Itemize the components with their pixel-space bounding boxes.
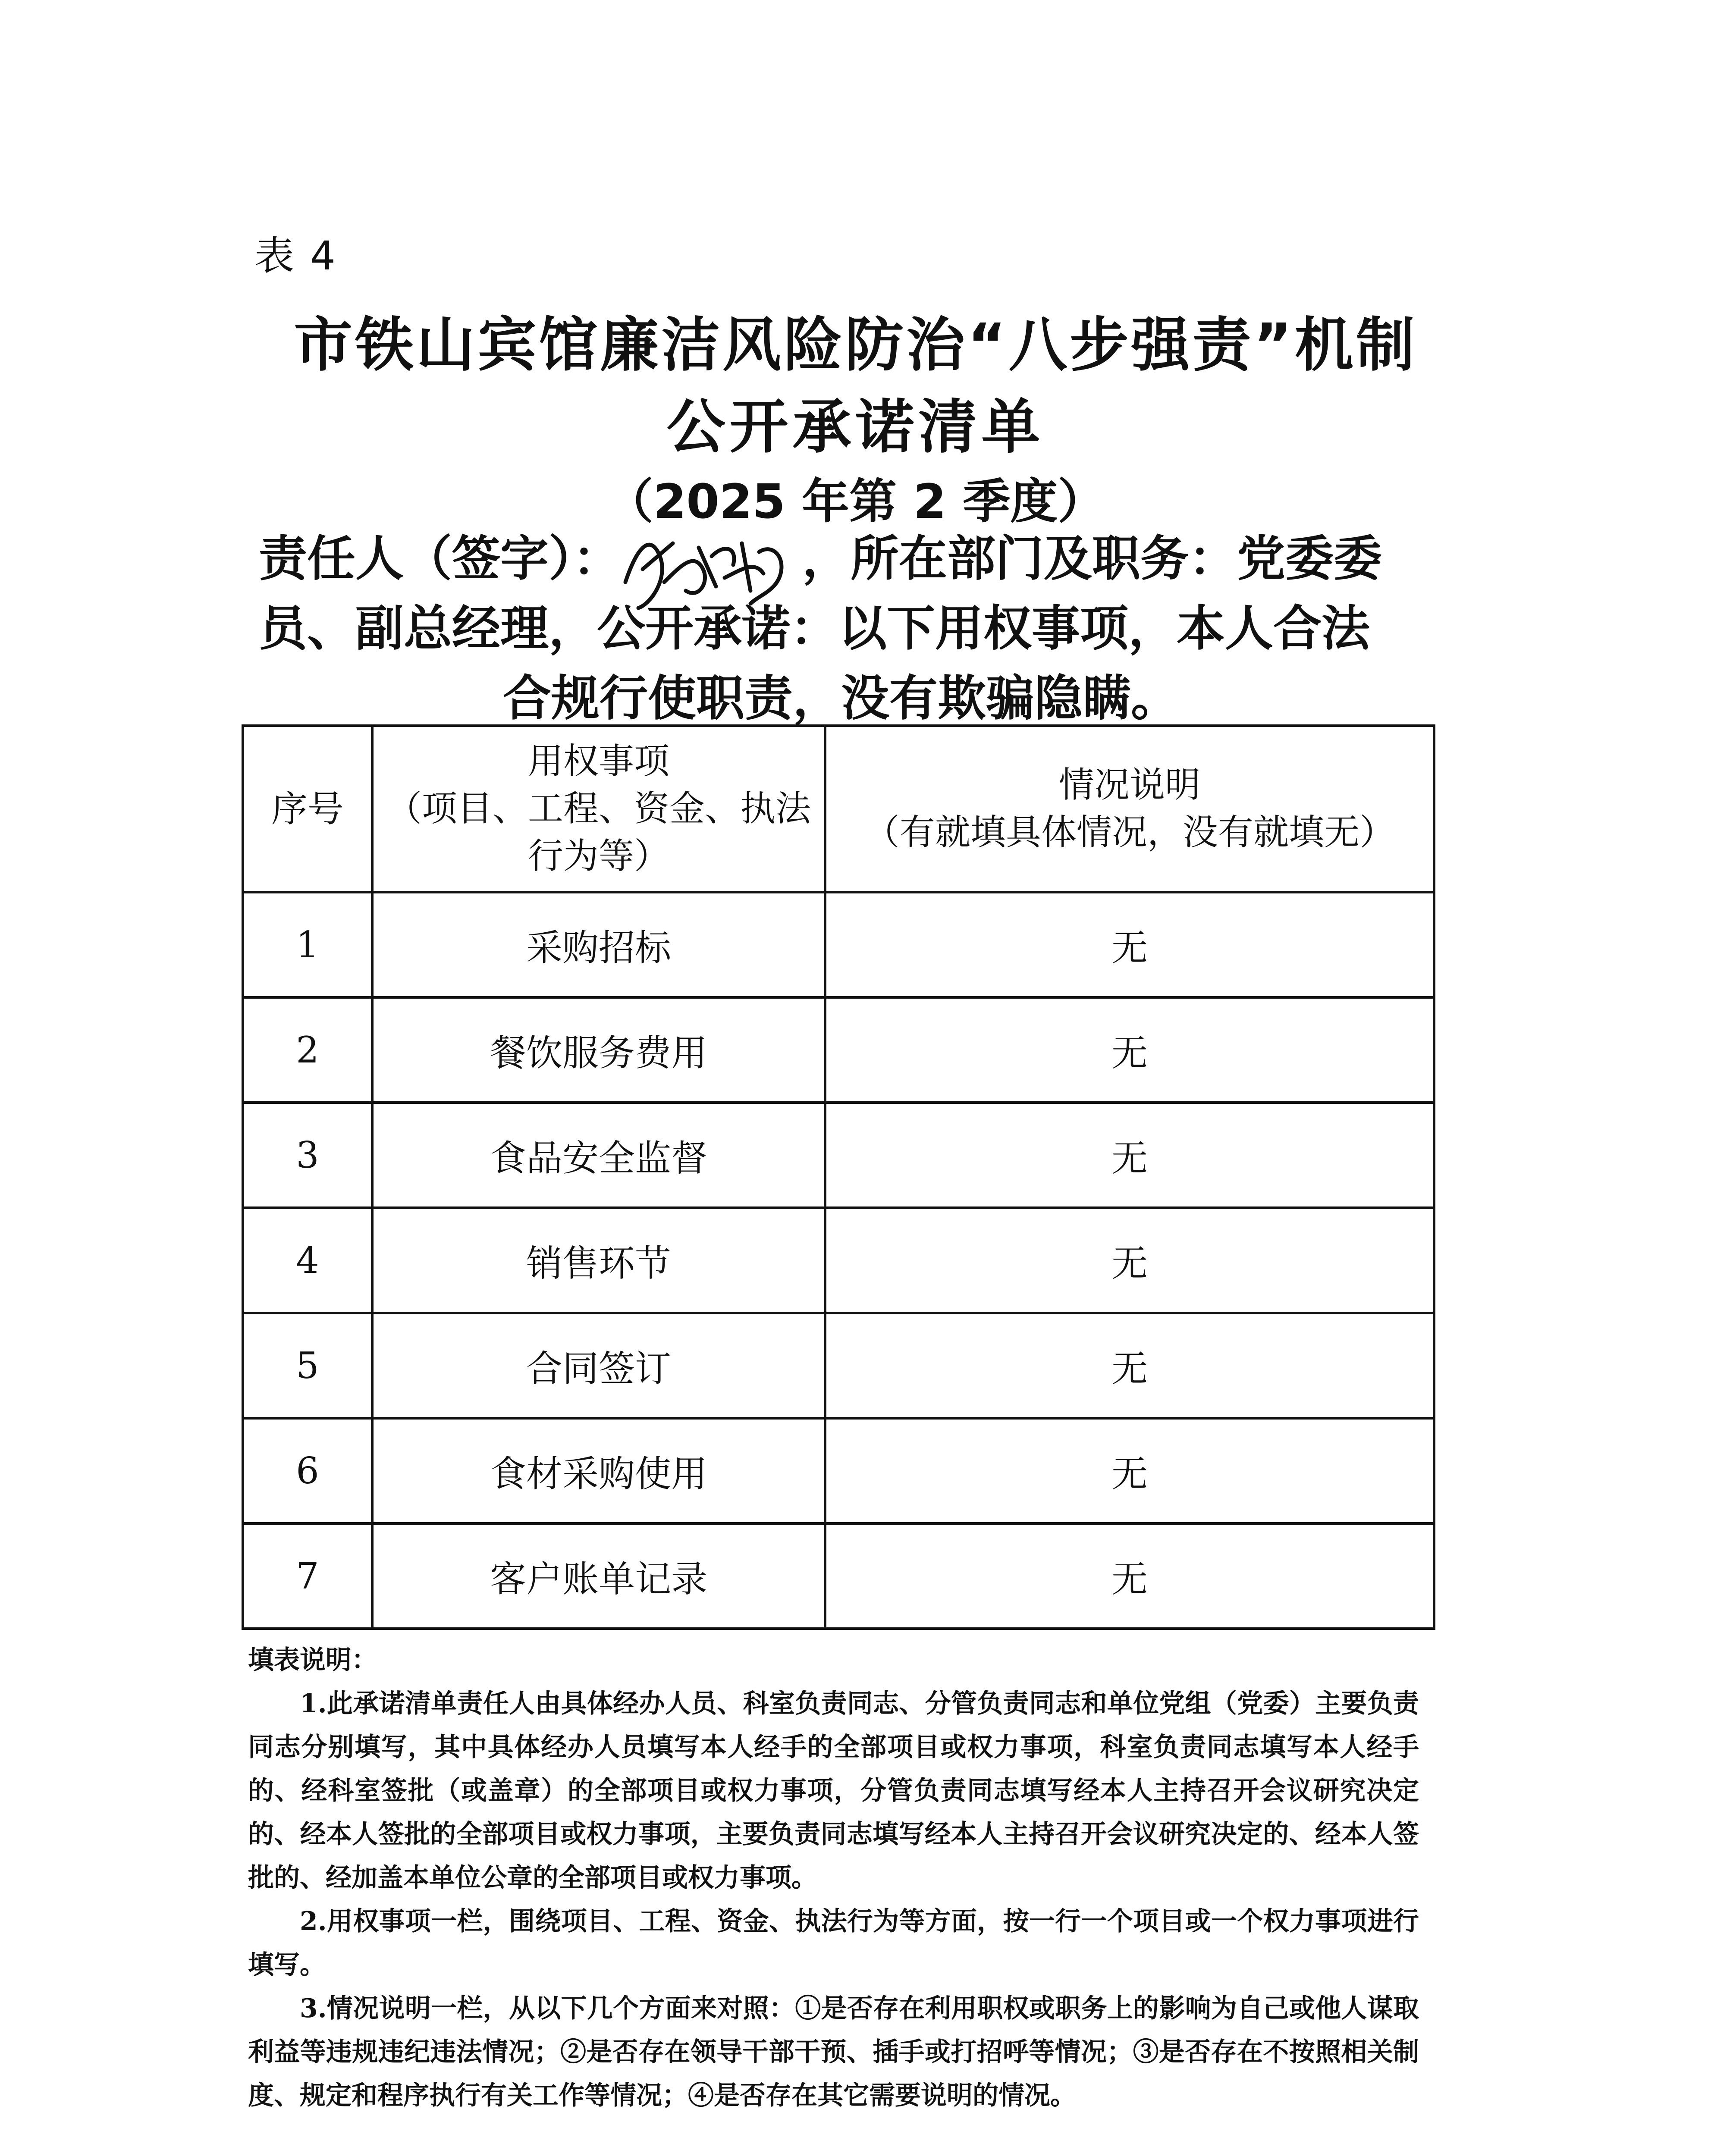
- instructions-title: 填表说明：: [248, 1645, 377, 1675]
- header-item-sub: （项目、工程、资金、执法行为等）: [386, 788, 811, 877]
- row-item: 餐饮服务费用: [372, 997, 825, 1103]
- row-desc: 无: [825, 1103, 1434, 1208]
- instruction-item: 3.情况说明一栏，从以下几个方面来对照：①是否存在利用职权或职务上的影响为自己或他人谋取利益等违规违纪违法情况；②是否存在领导干部干预、插手或打招呼等情况；③是否存在不按照相关制度、规定和程序执行有关工作等情况；④是否存在其它需要说明的情况。: [248, 1993, 1419, 2111]
- commitment-table: [242, 724, 1435, 1630]
- table-row: [243, 1208, 1434, 1313]
- row-desc: 无: [825, 1418, 1434, 1523]
- table-row: [243, 892, 1434, 997]
- row-item: 销售环节: [372, 1208, 825, 1313]
- document-title: 市铁山宾馆廉洁风险防治“八步强责”机制: [294, 311, 1417, 379]
- row-no: 2: [243, 997, 372, 1103]
- header-desc: [825, 726, 1434, 892]
- handwritten-signature: [612, 517, 798, 621]
- table-label: 表 4: [254, 233, 337, 279]
- row-desc: 无: [825, 1313, 1434, 1418]
- table-row: [243, 1523, 1434, 1629]
- row-no: 1: [243, 892, 372, 997]
- table-row: [243, 1418, 1434, 1523]
- commitment-statement: [259, 524, 1423, 733]
- period-label: （2025 年第 2 季度）: [606, 474, 1105, 529]
- commitment-position: ，所在部门及职务：党委委: [802, 531, 1382, 587]
- row-no: 3: [243, 1103, 372, 1208]
- row-no: 5: [243, 1313, 372, 1418]
- commitment-signer-label: 责任人（签字）：: [259, 531, 621, 587]
- table-row: [243, 1103, 1434, 1208]
- table-row: [243, 1313, 1434, 1418]
- filling-instructions: [248, 1639, 1419, 2118]
- table-header-row: [243, 726, 1434, 892]
- row-item: 采购招标: [372, 892, 825, 997]
- row-desc: 无: [825, 1523, 1434, 1629]
- header-no: 序号: [243, 726, 372, 892]
- row-no: 7: [243, 1523, 372, 1629]
- commitment-line-3: 合规行使职责，没有欺骗隐瞒。: [503, 671, 1179, 727]
- row-no: 4: [243, 1208, 372, 1313]
- row-item: 合同签订: [372, 1313, 825, 1418]
- header-desc-sub: （有就填具体情况，没有就填无）: [864, 812, 1395, 853]
- row-desc: 无: [825, 892, 1434, 997]
- header-item-main: 用权事项: [527, 741, 669, 782]
- instruction-item: 1.此承诺清单责任人由具体经办人员、科室负责同志、分管负责同志和单位党组（党委）主要负责同志分别填写，其中具体经办人员填写本人经手的全部项目或权力事项，科室负责同志填写本人经手的、经科室签批（或盖章）的全部项目或权力事项，分管负责同志填写经本人主持召开会议研究决定的、经本人签批的全部项目或权力事项，主要负责同志填写经本人主持召开会议研究决定的、经本人签批的、经加盖本单位公章的全部项目或权力事项。: [248, 1689, 1419, 1893]
- header-desc-main: 情况说明: [1058, 765, 1200, 805]
- row-item: 食材采购使用: [372, 1418, 825, 1523]
- header-item: [372, 726, 825, 892]
- instruction-item: 2.用权事项一栏，围绕项目、工程、资金、执法行为等方面，按一行一个项目或一个权力事项进行填写。: [248, 1906, 1419, 1980]
- row-item: 食品安全监督: [372, 1103, 825, 1208]
- row-desc: 无: [825, 997, 1434, 1103]
- row-desc: 无: [825, 1208, 1434, 1313]
- row-no: 6: [243, 1418, 372, 1523]
- row-item: 客户账单记录: [372, 1523, 825, 1629]
- commitment-line-2: 员、副总经理，公开承诺：以下用权事项，本人合法: [259, 601, 1370, 657]
- document-subtitle: 公开承诺清单: [666, 393, 1045, 461]
- table-row: [243, 997, 1434, 1103]
